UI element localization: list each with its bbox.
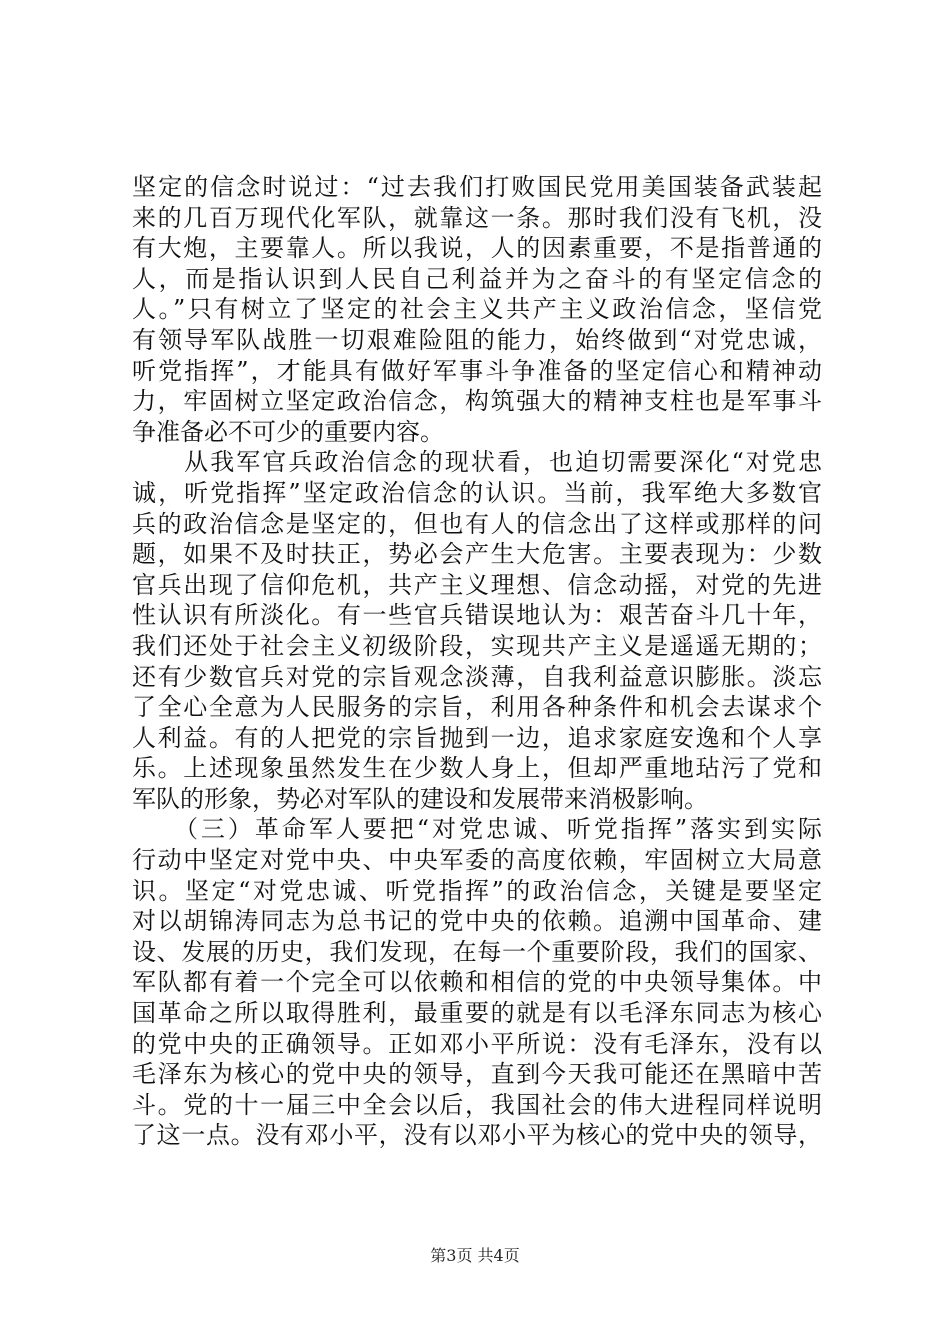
text-line: 识。坚定“对党忠诚、听党指挥”的政治信念，关键是要坚定 <box>132 876 822 905</box>
text-line: （三）革命军人要把“对党忠诚、听党指挥”落实到实际 <box>132 815 822 844</box>
text-line: 诚，听党指挥”坚定政治信念的认识。当前，我军绝大多数官 <box>132 478 822 507</box>
text-line: 乐。上述现象虽然发生在少数人身上，但却严重地玷污了党和 <box>132 754 822 783</box>
text-line: 对以胡锦涛同志为总书记的党中央的依赖。追溯中国革命、建 <box>132 907 822 936</box>
text-line: 军队的形象，势必对军队的建设和发展带来消极影响。 <box>132 784 708 813</box>
text-line: 题，如果不及时扶正，势必会产生大危害。主要表现为：少数 <box>132 540 822 569</box>
text-line: 听党指挥”，才能具有做好军事斗争准备的坚定信心和精神动 <box>132 356 822 385</box>
text-line: 行动中坚定对党中央、中央军委的高度依赖，牢固树立大局意 <box>132 846 822 875</box>
text-line: 毛泽东为核心的党中央的领导，直到今天我可能还在黑暗中苦 <box>132 1060 822 1089</box>
text-line: 兵的政治信念是坚定的，但也有人的信念出了这样或那样的问 <box>132 509 822 538</box>
text-line: 斗。党的十一届三中全会以后，我国社会的伟大进程同样说明 <box>132 1090 822 1119</box>
text-line: 官兵出现了信仰危机，共产主义理想、信念动摇，对党的先进 <box>132 570 822 599</box>
text-line: 争准备必不可少的重要内容。 <box>132 417 444 446</box>
text-line: 有领导军队战胜一切艰难险阻的能力，始终做到“对党忠诚， <box>132 325 822 354</box>
text-line: 从我军官兵政治信念的现状看，也迫切需要深化“对党忠 <box>132 448 822 477</box>
text-line: 军队都有着一个完全可以依赖和相信的党的中央领导集体。中 <box>132 968 822 997</box>
text-line: 设、发展的历史，我们发现，在每一个重要阶段，我们的国家、 <box>132 937 822 966</box>
document-body <box>132 172 822 1151</box>
text-line: 国革命之所以取得胜利，最重要的就是有以毛泽东同志为核心 <box>132 999 822 1028</box>
text-line: 坚定的信念时说过：“过去我们打败国民党用美国装备武装起 <box>132 173 822 201</box>
text-line: 了全心全意为人民服务的宗旨，利用各种条件和机会去谋求个 <box>132 693 822 722</box>
page-footer: 第3页 共4页 <box>430 1246 520 1265</box>
text-line: 还有少数官兵对党的宗旨观念淡薄，自我利益意识膨胀。淡忘 <box>132 662 822 691</box>
text-line: 有大炮，主要靠人。所以我说，人的因素重要，不是指普通的 <box>132 234 822 263</box>
text-line: 了这一点。没有邓小平，没有以邓小平为核心的党中央的领导， <box>132 1121 822 1150</box>
text-line: 人。”只有树立了坚定的社会主义共产主义政治信念，坚信党 <box>132 295 822 324</box>
text-line: 力，牢固树立坚定政治信念，构筑强大的精神支柱也是军事斗 <box>132 387 822 416</box>
text-line: 我们还处于社会主义初级阶段，实现共产主义是遥遥无期的； <box>132 631 822 660</box>
text-line: 人，而是指认识到人民自己利益并为之奋斗的有坚定信念的 <box>132 264 822 293</box>
text-line: 性认识有所淡化。有一些官兵错误地认为：艰苦奋斗几十年， <box>132 601 822 630</box>
text-line: 的党中央的正确领导。正如邓小平所说：没有毛泽东，没有以 <box>132 1029 822 1058</box>
text-line: 来的几百万现代化军队，就靠这一条。那时我们没有飞机，没 <box>132 203 822 232</box>
text-line: 人利益。有的人把党的宗旨抛到一边，追求家庭安逸和个人享 <box>132 723 822 752</box>
